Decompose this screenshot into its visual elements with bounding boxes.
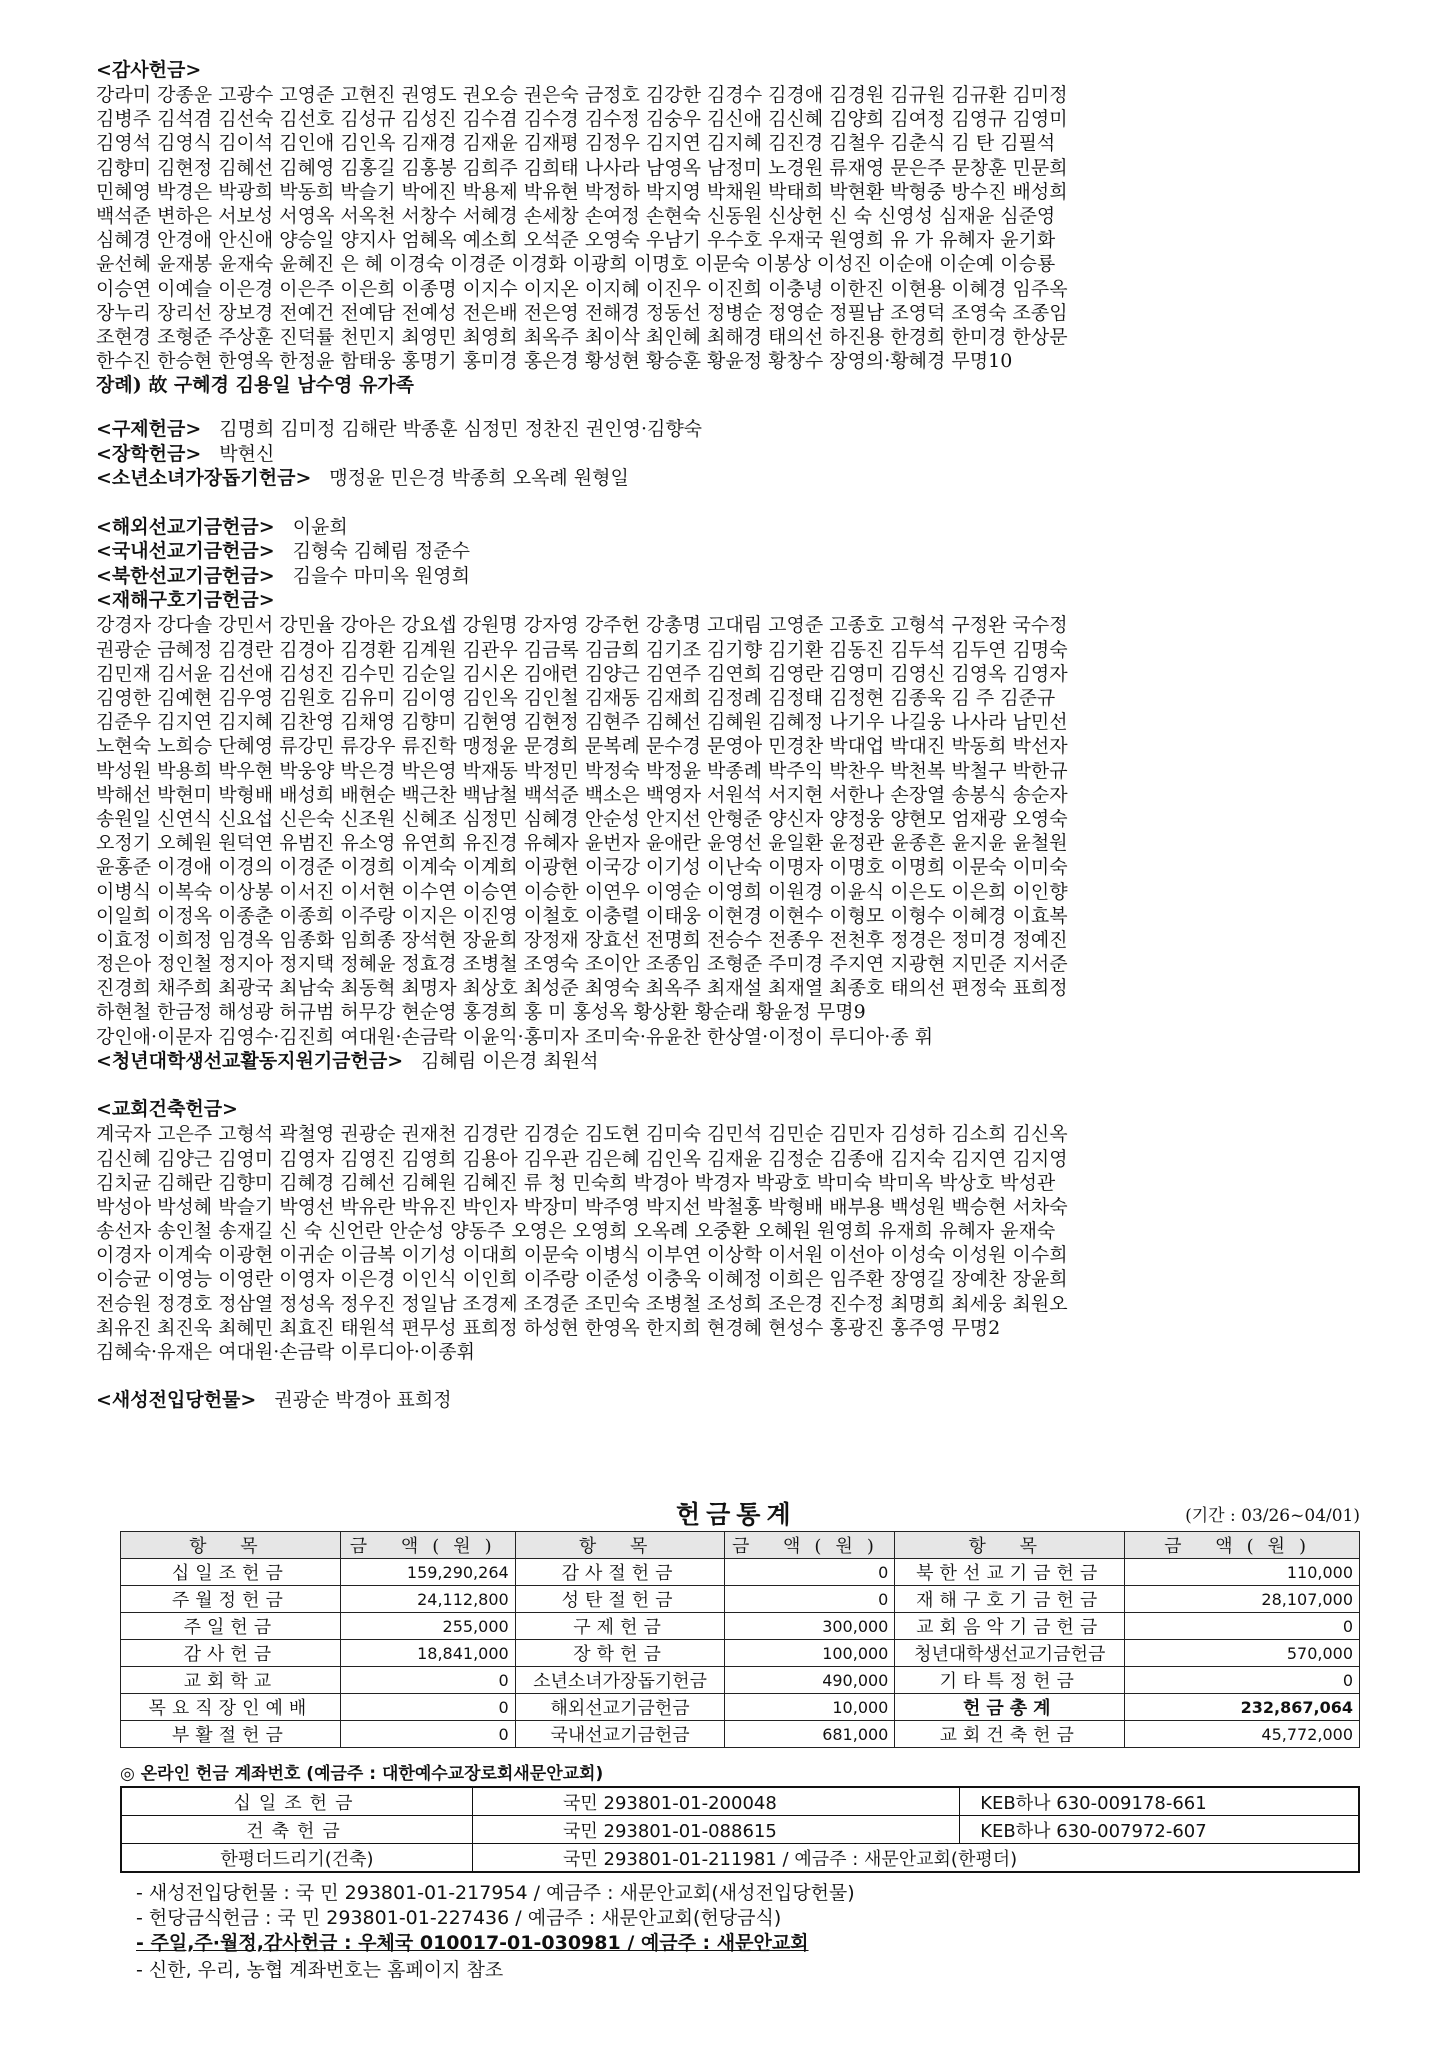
table-row bbox=[121, 1694, 1360, 1721]
domestic-mission-row bbox=[96, 539, 1366, 564]
stats-header bbox=[96, 1495, 1366, 1529]
donor-names: 이윤희 bbox=[292, 515, 348, 538]
item-label: 교회음악기금헌금 bbox=[895, 1613, 1125, 1640]
name-line: 이승연 이예슬 이은경 이은주 이은희 이종명 이지수 이지온 이지혜 이진우 이진희 이충녕 이한진 이현용 이혜경 임주옥 bbox=[96, 277, 1068, 300]
item-label: 성탄절헌금 bbox=[515, 1586, 725, 1613]
item-label: 국내선교기금헌금 bbox=[515, 1721, 725, 1748]
account-number: KEB하나 630-009178-661 bbox=[960, 1787, 1359, 1816]
item-amount: 255,000 bbox=[340, 1613, 515, 1640]
item-amount: 681,000 bbox=[725, 1721, 895, 1748]
total-amount: 232,867,064 bbox=[1125, 1694, 1360, 1721]
section-heading: <장학헌금> bbox=[96, 442, 202, 465]
name-line: 장누리 장리선 장보경 전예건 전예담 전예성 전은배 전은영 전해경 정동선 정병순 정영순 정필남 조영덕 조영숙 조종임 bbox=[96, 301, 1068, 324]
name-line: 오정기 오혜원 원덕연 유범진 유소영 유연희 유진경 유혜자 윤번자 윤애란 윤영선 윤일환 윤정관 윤종흔 윤지윤 윤철원 bbox=[96, 832, 1068, 855]
column-header: 금 액(원) bbox=[1125, 1532, 1360, 1559]
section-heading: <국내선교기금헌금> bbox=[96, 540, 275, 563]
section-heading: <재해구호기금헌금> bbox=[96, 589, 275, 612]
account-number: 국민 293801-01-211981 / 예금주 : 새문안교회(한평더) bbox=[473, 1844, 1360, 1873]
item-label: 목요직장인예배 bbox=[121, 1694, 341, 1721]
scholarship-row bbox=[96, 442, 1366, 467]
table-row bbox=[121, 1640, 1360, 1667]
name-line: 권광순 금혜정 김경란 김경아 김경환 김계원 김관우 김금록 김금희 김기조 김기향 김기환 김동진 김두석 김두연 김명숙 bbox=[96, 638, 1068, 661]
funeral-line: 장례) 故 구혜경 김용일 남수영 유가족 bbox=[96, 374, 415, 397]
name-line: 전승원 정경호 정삼열 정성옥 정우진 정일남 조경제 조경준 조민숙 조병철 조성희 조은경 진수정 최명희 최세웅 최원오 bbox=[96, 1292, 1068, 1315]
account-table bbox=[120, 1786, 1360, 1873]
name-line: 강경자 강다솔 강민서 강민율 강아은 강요셉 강원명 강자영 강주헌 강총명 고대림 고영준 고종호 고형석 구정완 국수정 bbox=[96, 614, 1068, 637]
name-line: 송선자 송인철 송재길 신 숙 신언란 안순성 양동주 오영은 오영희 오옥례 오중환 오혜원 원영희 유재희 유혜자 윤재숙 bbox=[96, 1220, 1056, 1243]
total-label: 헌금총계 bbox=[895, 1694, 1125, 1721]
table-row bbox=[121, 1586, 1360, 1613]
name-line: 송원일 신연식 신요섭 신은숙 신조원 신혜조 심정민 심혜경 안순성 안지선 안형준 양신자 양정웅 양현모 엄재광 오영숙 bbox=[96, 807, 1068, 830]
item-label: 부활절헌금 bbox=[121, 1721, 341, 1748]
thanksgiving-section bbox=[96, 58, 1366, 397]
stats-period: (기간 : 03/26~04/01) bbox=[1185, 1506, 1360, 1526]
young-adult-mission-row bbox=[96, 1049, 1366, 1074]
column-header: 금 액(원) bbox=[340, 1532, 515, 1559]
item-label: 감사절헌금 bbox=[515, 1559, 725, 1586]
name-list bbox=[96, 613, 1366, 1048]
table-row bbox=[121, 1844, 1359, 1873]
name-line: 계국자 고은주 고형석 곽철영 권광순 권재천 김경란 김경순 김도현 김미숙 김민석 김민순 김민자 김성하 김소희 김신옥 bbox=[96, 1123, 1068, 1146]
name-line: 한수진 한승현 한영옥 한정윤 함태웅 홍명기 홍미경 홍은경 황성현 황승훈 황윤정 황창수 장영의·황혜경 무명10 bbox=[96, 350, 1013, 373]
column-header: 항 목 bbox=[515, 1532, 725, 1559]
name-line: 김준우 김지연 김지혜 김찬영 김채영 김향미 김현영 김현정 김현주 김혜선 김혜원 김혜정 나기우 나길웅 나사라 남민선 bbox=[96, 711, 1068, 734]
account-number: 국민 293801-01-200048 bbox=[473, 1787, 960, 1816]
church-building-section bbox=[96, 1097, 1366, 1364]
table-header-row bbox=[121, 1532, 1360, 1559]
section-heading: <새성전입당헌물> bbox=[96, 1389, 257, 1412]
name-line: 윤선혜 윤재봉 윤재숙 윤혜진 은 혜 이경숙 이경준 이경화 이광희 이명호 이문숙 이봉상 이성진 이순애 이순예 이승룡 bbox=[96, 253, 1056, 276]
item-label: 장학헌금 bbox=[515, 1640, 725, 1667]
item-label: 교회건축헌금 bbox=[895, 1721, 1125, 1748]
item-amount: 18,841,000 bbox=[340, 1640, 515, 1667]
account-note: - 새성전입당헌물 : 국 민 293801-01-217954 / 예금주 : 새문안교회(새성전입당헌물) bbox=[136, 1882, 855, 1904]
item-label: 북한선교기금헌금 bbox=[895, 1559, 1125, 1586]
item-label: 십일조헌금 bbox=[121, 1559, 341, 1586]
table-row bbox=[121, 1559, 1360, 1586]
relief-row bbox=[96, 417, 1366, 442]
column-header: 항 목 bbox=[121, 1532, 341, 1559]
name-list bbox=[96, 1122, 1366, 1364]
offering-stats-table bbox=[120, 1531, 1360, 1748]
name-line: 조현경 조형준 주상훈 진덕률 천민지 최영민 최영희 최옥주 최이삭 최인혜 최해경 태의선 하진용 한경희 한미경 한상문 bbox=[96, 325, 1068, 348]
item-label: 주일헌금 bbox=[121, 1613, 341, 1640]
overseas-mission-row bbox=[96, 515, 1366, 540]
item-amount: 570,000 bbox=[1125, 1640, 1360, 1667]
item-amount: 0 bbox=[1125, 1613, 1360, 1640]
account-note: - 주일,주·월정,감사헌금 : 우체국 010017-01-030981 / 예금주 : 새문안교회 bbox=[136, 1932, 809, 1954]
item-amount: 28,107,000 bbox=[1125, 1586, 1360, 1613]
donor-names: 권광순 박경아 표희정 bbox=[274, 1389, 452, 1412]
item-amount: 0 bbox=[340, 1694, 515, 1721]
name-line: 김혜숙·유재은 여대원·손금락 이루디아·이종휘 bbox=[96, 1341, 475, 1363]
item-label: 청년대학생선교기금헌금 bbox=[895, 1640, 1125, 1667]
item-label: 기타특정헌금 bbox=[895, 1667, 1125, 1694]
item-amount: 159,290,264 bbox=[340, 1559, 515, 1586]
item-label: 구제헌금 bbox=[515, 1613, 725, 1640]
name-line: 김병주 김석겸 김선숙 김선호 김성규 김성진 김수겸 김수경 김수정 김숭우 김신애 김신혜 김양희 김여정 김영규 김영미 bbox=[96, 108, 1068, 131]
item-amount: 0 bbox=[340, 1667, 515, 1694]
name-line: 진경희 채주희 최광국 최남숙 최동혁 최명자 최상호 최성준 최영숙 최옥주 최재설 최재열 최종호 태의선 편정숙 표희정 bbox=[96, 977, 1068, 1000]
name-line: 강라미 강종운 고광수 고영준 고현진 권영도 권오승 권은숙 금정호 김강한 김경수 김경애 김경원 김규원 김규환 김미정 bbox=[96, 84, 1068, 106]
item-amount: 110,000 bbox=[1125, 1559, 1360, 1586]
section-heading: <북한선교기금헌금> bbox=[96, 564, 275, 587]
name-line: 이효정 이희정 임경옥 임종화 임희종 장석현 장윤희 장정재 장효선 전명희 전승수 전종우 전천후 정경은 정미경 정예진 bbox=[96, 928, 1068, 951]
table-row bbox=[121, 1667, 1360, 1694]
donor-names: 맹정윤 민은경 박종희 오옥례 원형일 bbox=[329, 467, 629, 490]
name-line: 김민재 김서윤 김선애 김성진 김수민 김순일 김시온 김애련 김양근 김연주 김연희 김영란 김영미 김영신 김영옥 김영자 bbox=[96, 662, 1068, 685]
item-amount: 10,000 bbox=[725, 1694, 895, 1721]
account-category: 한평더드리기(건축) bbox=[121, 1844, 473, 1873]
new-building-offering-row bbox=[96, 1388, 1366, 1413]
table-row bbox=[121, 1787, 1359, 1816]
north-korea-mission-row bbox=[96, 564, 1366, 589]
section-heading: <구제헌금> bbox=[96, 418, 202, 441]
item-amount: 0 bbox=[725, 1559, 895, 1586]
item-label: 교회학교 bbox=[121, 1667, 341, 1694]
account-note: - 신한, 우리, 농협 계좌번호는 홈페이지 참조 bbox=[136, 1959, 504, 1981]
account-number: 국민 293801-01-088615 bbox=[473, 1816, 960, 1844]
account-note: - 헌당금식헌금 : 국 민 293801-01-227436 / 예금주 : 새문안교회(헌당금식) bbox=[136, 1907, 782, 1929]
name-line: 백석준 변하은 서보성 서영옥 서옥천 서창수 서혜경 손세창 손여정 손현숙 신동원 신상헌 신 숙 신영성 심재윤 심준영 bbox=[96, 204, 1056, 227]
item-label: 해외선교기금헌금 bbox=[515, 1694, 725, 1721]
online-account-title: ◎ 온라인 헌금 계좌번호 (예금주 : 대한예수교장로회새문안교회) bbox=[120, 1764, 604, 1784]
name-line: 하현철 한금정 해성광 허규범 허무강 현순영 홍경희 홍 미 홍성옥 황상환 황순래 황윤정 무명9 bbox=[96, 1001, 866, 1024]
item-amount: 45,772,000 bbox=[1125, 1721, 1360, 1748]
name-line: 김향미 김현정 김혜선 김혜영 김홍길 김홍봉 김희주 김희태 나사라 남영옥 남정미 노경원 류재영 문은주 문창훈 민문희 bbox=[96, 156, 1068, 179]
donor-names: 김을수 마미옥 원영희 bbox=[292, 564, 470, 587]
column-header: 항 목 bbox=[895, 1532, 1125, 1559]
item-amount: 24,112,800 bbox=[340, 1586, 515, 1613]
section-heading: <해외선교기금헌금> bbox=[96, 515, 275, 538]
name-line: 이승균 이영능 이영란 이영자 이은경 이인식 이인희 이주랑 이준성 이충욱 이혜정 이희은 임주환 장영길 장예찬 장윤희 bbox=[96, 1268, 1068, 1291]
item-amount: 0 bbox=[725, 1586, 895, 1613]
item-label: 주월정헌금 bbox=[121, 1586, 341, 1613]
name-line: 박해선 박현미 박형배 배성희 배현순 백근찬 백남철 백석준 백소은 백영자 서원석 서지현 서한나 손장열 송봉식 송순자 bbox=[96, 783, 1068, 806]
name-line: 정은아 정인철 정지아 정지택 정혜윤 정효경 조병철 조영숙 조이안 조종임 조형준 주미경 주지연 지광현 지민준 지서준 bbox=[96, 953, 1068, 976]
item-amount: 490,000 bbox=[725, 1667, 895, 1694]
section-heading: <소년소녀가장돕기헌금> bbox=[96, 467, 312, 490]
name-line: 김치균 김해란 김향미 김혜경 김혜선 김혜원 김혜진 류 청 민숙희 박경아 박경자 박광호 박미숙 박미옥 박상호 박성관 bbox=[96, 1171, 1056, 1194]
name-line: 최유진 최진욱 최혜민 최효진 태원석 편무성 표희정 하성현 한영옥 한지희 현경혜 현성수 홍광진 홍주영 무명2 bbox=[96, 1316, 1001, 1339]
account-category: 십일조헌금 bbox=[121, 1787, 473, 1816]
stats-title: 헌금통계 bbox=[676, 1500, 797, 1529]
item-label: 재해구호기금헌금 bbox=[895, 1586, 1125, 1613]
donor-names: 김형숙 김혜림 정준수 bbox=[292, 540, 470, 563]
section-heading: <감사헌금> bbox=[96, 59, 202, 81]
name-line: 노현숙 노희승 단혜영 류강민 류강우 류진학 맹정윤 문경희 문복례 문수경 문영아 민경찬 박대업 박대진 박동희 박선자 bbox=[96, 735, 1068, 758]
name-line: 윤홍준 이경애 이경의 이경준 이경희 이계숙 이계희 이광현 이국강 이기성 이난숙 이명자 이명호 이명희 이문숙 이미숙 bbox=[96, 856, 1068, 879]
item-label: 감사헌금 bbox=[121, 1640, 341, 1667]
name-line: 심혜경 안경애 안신애 양승일 양지사 엄혜옥 예소희 오석준 오영숙 우남기 우수호 우재국 원영희 유 가 유혜자 윤기화 bbox=[96, 229, 1056, 252]
name-line: 이일희 이정옥 이종춘 이종희 이주랑 이지은 이진영 이철호 이충렬 이태웅 이현경 이현수 이형모 이형수 이혜경 이효복 bbox=[96, 904, 1068, 927]
column-header: 금 액(원) bbox=[725, 1532, 895, 1559]
item-amount: 100,000 bbox=[725, 1640, 895, 1667]
item-label: 소년소녀가장돕기헌금 bbox=[515, 1667, 725, 1694]
name-line: 이경자 이계숙 이광현 이귀순 이금복 이기성 이대희 이문숙 이병식 이부연 이상학 이서원 이선아 이성숙 이성원 이수희 bbox=[96, 1244, 1068, 1267]
name-line: 강인애·이문자 김영수·김진희 여대원·손금락 이윤익·홍미자 조미숙·유윤찬 한상열·이정이 루디아·종 휘 bbox=[96, 1025, 934, 1048]
name-list bbox=[96, 83, 1366, 397]
section-heading: <교회건축헌금> bbox=[96, 1098, 238, 1121]
donor-names: 김명희 김미정 김해란 박종훈 심정민 정찬진 권인영·김향숙 bbox=[219, 418, 703, 441]
item-amount: 300,000 bbox=[725, 1613, 895, 1640]
table-row bbox=[121, 1721, 1360, 1748]
item-amount: 0 bbox=[1125, 1667, 1360, 1694]
name-line: 이병식 이복숙 이상봉 이서진 이서현 이수연 이승연 이승한 이연우 이영순 이영희 이원경 이윤식 이은도 이은희 이인향 bbox=[96, 880, 1068, 903]
account-number: KEB하나 630-007972-607 bbox=[960, 1816, 1359, 1844]
name-line: 민혜영 박경은 박광희 박동희 박슬기 박에진 박용제 박유현 박정하 박지영 박채원 박태희 박현환 박형중 방수진 배성희 bbox=[96, 180, 1068, 203]
donor-names: 박현신 bbox=[219, 442, 275, 465]
name-line: 김영한 김예현 김우영 김원호 김유미 김이영 김인옥 김인철 김재동 김재희 김정례 김정태 김정현 김종욱 김 주 김준규 bbox=[96, 687, 1056, 709]
item-amount: 0 bbox=[340, 1721, 515, 1748]
table-row bbox=[121, 1613, 1360, 1640]
name-line: 박성원 박용희 박우현 박웅양 박은경 박은영 박재동 박정민 박정숙 박정윤 박종례 박주익 박찬우 박천복 박철구 박한규 bbox=[96, 759, 1068, 782]
offering-list bbox=[96, 58, 1366, 1413]
section-heading: <청년대학생선교활동지원기금헌금> bbox=[96, 1049, 404, 1072]
youth-family-row bbox=[96, 466, 1366, 491]
disaster-relief-section bbox=[96, 588, 1366, 1048]
name-line: 김신혜 김양근 김영미 김영자 김영진 김영희 김용아 김우관 김은혜 김인옥 김재윤 김정순 김종애 김지숙 김지연 김지영 bbox=[96, 1147, 1068, 1170]
name-line: 김영석 김영식 김이석 김인애 김인옥 김재경 김재윤 김재평 김정우 김지연 김지혜 김진경 김철우 김춘식 김 탄 김필석 bbox=[96, 132, 1056, 155]
account-category: 건축헌금 bbox=[121, 1816, 473, 1844]
table-row bbox=[121, 1816, 1359, 1844]
name-line: 박성아 박성혜 박슬기 박영선 박유란 박유진 박인자 박장미 박주영 박지선 박철홍 박형배 배부용 백성원 백승현 서차숙 bbox=[96, 1195, 1068, 1218]
donor-names: 김혜림 이은경 최원석 bbox=[421, 1049, 599, 1072]
